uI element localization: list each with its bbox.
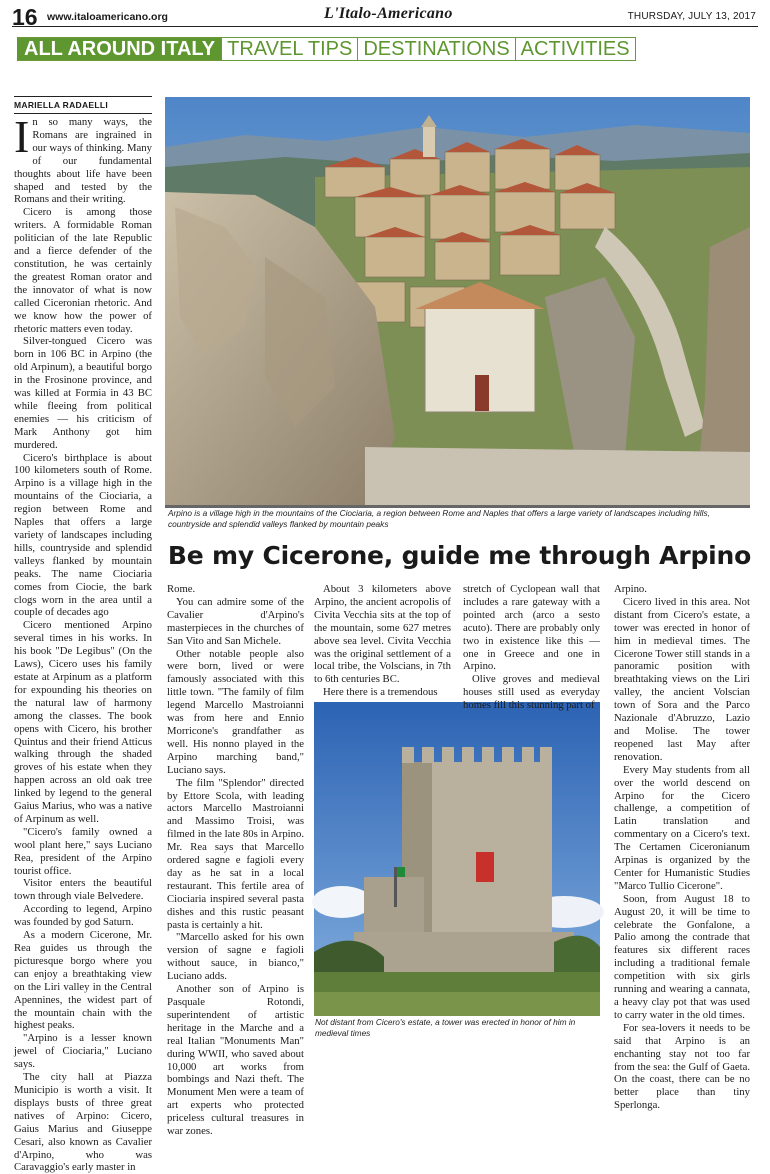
tab-all-around-italy[interactable]: ALL AROUND ITALY xyxy=(17,37,222,61)
paragraph: Another son of Arpino is Pasquale Rotondi, superintendent of artistic heritage in the Marche and a real Italian "Monuments Man" during WWII, who saved about 10,000 art works from bombings and Nazi theft. The Monument Men were a team of art experts who protected priceless cultural treasures in war zones. xyxy=(167,983,304,1138)
paragraph: Other notable people also were born, lived or were famously associated with this little town. "The family of film legend Marcello Mastroianni was from here and Ennio Morricone's grandfather as well. His nonno played in the Arpino marching band," Luciano says. xyxy=(167,647,304,776)
paragraph: As a modern Cicerone, Mr. Rea guides us through the picturesque borgo where you can enjoy a breathtaking view on the Liri valley in the Central Apennines, the widest part of the mountain chain with the highest peaks. xyxy=(14,929,152,1032)
paragraph: According to legend, Arpino was founded by god Saturn. xyxy=(14,903,152,929)
article-headline: Be my Cicerone, guide me through Arpino xyxy=(167,541,752,570)
paragraph: Cicero's birthplace is about 100 kilometers south of Rome. Arpino is a village high in the mountains of the Ciociaria, a region between Rome and Naples that offers a large variety of landscapes including hills, countryside and splendid valleys flanked by mountain peaks. The name Ciociaria comes from Ciocie, the bark clogs worn in the area until a couple of decades ago xyxy=(14,451,152,619)
issue-date: THURSDAY, JULY 13, 2017 xyxy=(627,11,756,22)
paragraph: About 3 kilometers above Arpino, the ancient acropolis of Civita Vecchia sits at the top of the mountain, some 627 metres above sea level. Civita Vecchia was the original settlement of a local tribe, the Volscians, in 7th to 6th centuries BC. xyxy=(314,583,451,686)
paragraph: Silver-tongued Cicero was born in 106 BC in Arpino (the old Arpinum), a beautiful borgo in the Frosinone province, and was killed at Formia in 43 BC while fleeing from political enemies — his criticism of Mark Anthony got him murdered. xyxy=(14,335,152,451)
paragraph: Arpino. xyxy=(614,583,647,595)
top-photo-caption: Arpino is a village high in the mountains of the Ciociaria, a region between Rome and Naples that offers a large variety of landscapes including hills, countryside and splendid valleys flanked by mountain peaks xyxy=(168,508,710,529)
paragraph: The film "Splendor" directed by Ettore Scola, with leading actors Marcello Mastroianni and Massimo Troisi, was filmed in the late 80s in Arpino. Mr. Rea says that Marcello ordered sagne e fagioli every day as he sat in a local restaurant. This fertile area of Ciociaria inspired several pasta dishes and this rustic peasant pasta is certainly a hit. xyxy=(167,776,304,931)
paragraph: You can admire some of the Cavalier d'Arpino's masterpieces in the churches of San Vito and San Michele. xyxy=(167,595,304,647)
site-url[interactable]: www.italoamericano.org xyxy=(47,11,168,23)
paragraph: Cicero lived in this area. Not distant from Cicero's estate, a tower was erected in honor of him in medieval times. The Cicerone Tower still stands in a panoramic position with breathtaking views on the Liri valley, the ancient Volscian town of Sora and the Parco Nazionale d'Abruzzo, Lazio and Molise. The tower reopened last May after renovation. xyxy=(614,595,750,763)
page-number: 16 xyxy=(12,4,38,30)
paragraph: Soon, from August 18 to August 20, it will be time to celebrate the Gonfalone, a Palio among the contrade that features six different races including a traditional female competition with six girls running and wearing a cannata, a heavy clay pot that was used to carry water in the old times. xyxy=(614,892,750,1021)
paragraph: Visitor enters the beautiful town through viale Belvedere. xyxy=(14,877,152,903)
drop-cap: I xyxy=(14,111,30,162)
byline: MARIELLA RADAELLI xyxy=(14,100,109,110)
paragraph: Rome. xyxy=(167,583,196,595)
paragraph: Cicero is among those writers. A formidable Roman politician of the late Republic and a fierce defender of the constitution, he was certainly the greatest Roman orator and the innovator of what is now called Ciceronian rhetoric. And we know how the power of rhetoric matters even today. xyxy=(14,206,152,335)
author-rule-bottom xyxy=(14,113,152,114)
paragraph: stretch of Cyclopean wall that includes a rare gateway with a pointed arch (arco a sesto acuto). There are probably only two in existence like this — one in Greece and one in Arpino. xyxy=(463,583,600,673)
article-column-4 xyxy=(463,583,600,712)
author-rule-top xyxy=(14,96,152,97)
paragraph: Here there is a tremendous xyxy=(323,686,438,699)
article-column-3 xyxy=(314,583,451,701)
paragraph: Every May students from all over the world descend on Arpino for the Cicero challenge, a competition of Latin translation and commentary on a Cicero's text. The Certamen Ciceronianum Arpinas is organized by the Center for Humanistic Studies "Marco Tullio Cicerone". xyxy=(614,763,750,892)
tab-travel-tips[interactable]: TRAVEL TIPS xyxy=(222,37,358,61)
article-column-5 xyxy=(614,583,750,1112)
tab-activities[interactable]: ACTIVITIES xyxy=(516,37,636,61)
article-column-2 xyxy=(167,583,304,1138)
paragraph: For sea-lovers it needs to be said that Arpino is an enchanting stay not too far from the sea: the Gulf of Gaeta. On the coast, there can be no better place than tiny Sperlonga. xyxy=(614,1021,750,1112)
masthead: L'Italo-Americano xyxy=(324,5,453,22)
tab-destinations[interactable]: DESTINATIONS xyxy=(358,37,515,61)
paragraph: "Cicero's family owned a wool plant here," says Luciano Rea, president of the Arpino tourist office. xyxy=(14,825,152,877)
paragraph: In so many ways, the Romans are ingrained in our ways of thinking. Many of our fundamental thoughts about life have been shaped and tested by the Romans and their writing. xyxy=(14,111,152,206)
header-rule xyxy=(12,26,758,27)
paragraph: The city hall at Piazza Municipio is worth a visit. It displays busts of three great natives of Arpino: Cicero, Gaius Marius and Giuseppe Cesari, also known as Cavalier d'Arpino, who was Caravaggio's early master in xyxy=(14,1071,152,1174)
paragraph: Cicero mentioned Arpino several times in his works. In his book "De Legibus" (On the Laws), Cicero uses his family estate at Arpinum as a platform for expounding his theories on the natural law of harmony among the classes. The book opens with Cicero, his brother Quintus and their friend Atticus walking through the shaded groves of his estate when they happen across an old oak tree linked by legend to the general Gaius Marius, who was a native of Arpinum as well. xyxy=(14,619,152,825)
section-tabs xyxy=(17,37,636,61)
bottom-photo-caption: Not distant from Cicero's estate, a tower was erected in honor of him in medieval times xyxy=(315,1017,576,1038)
paragraph: "Arpino is a lesser known jewel of Ciociaria," Luciano says. xyxy=(14,1032,152,1071)
paragraph: Olive groves and medieval houses still used as everyday homes fill this stunning part of xyxy=(463,673,600,712)
arpino-village-photo xyxy=(165,97,750,508)
paragraph: "Marcello asked for his own version of sagne e fagioli without sauce, in bianco," Luciano adds. xyxy=(167,931,304,983)
article-column-1 xyxy=(14,111,152,1174)
cicerone-tower-photo xyxy=(314,702,600,1016)
